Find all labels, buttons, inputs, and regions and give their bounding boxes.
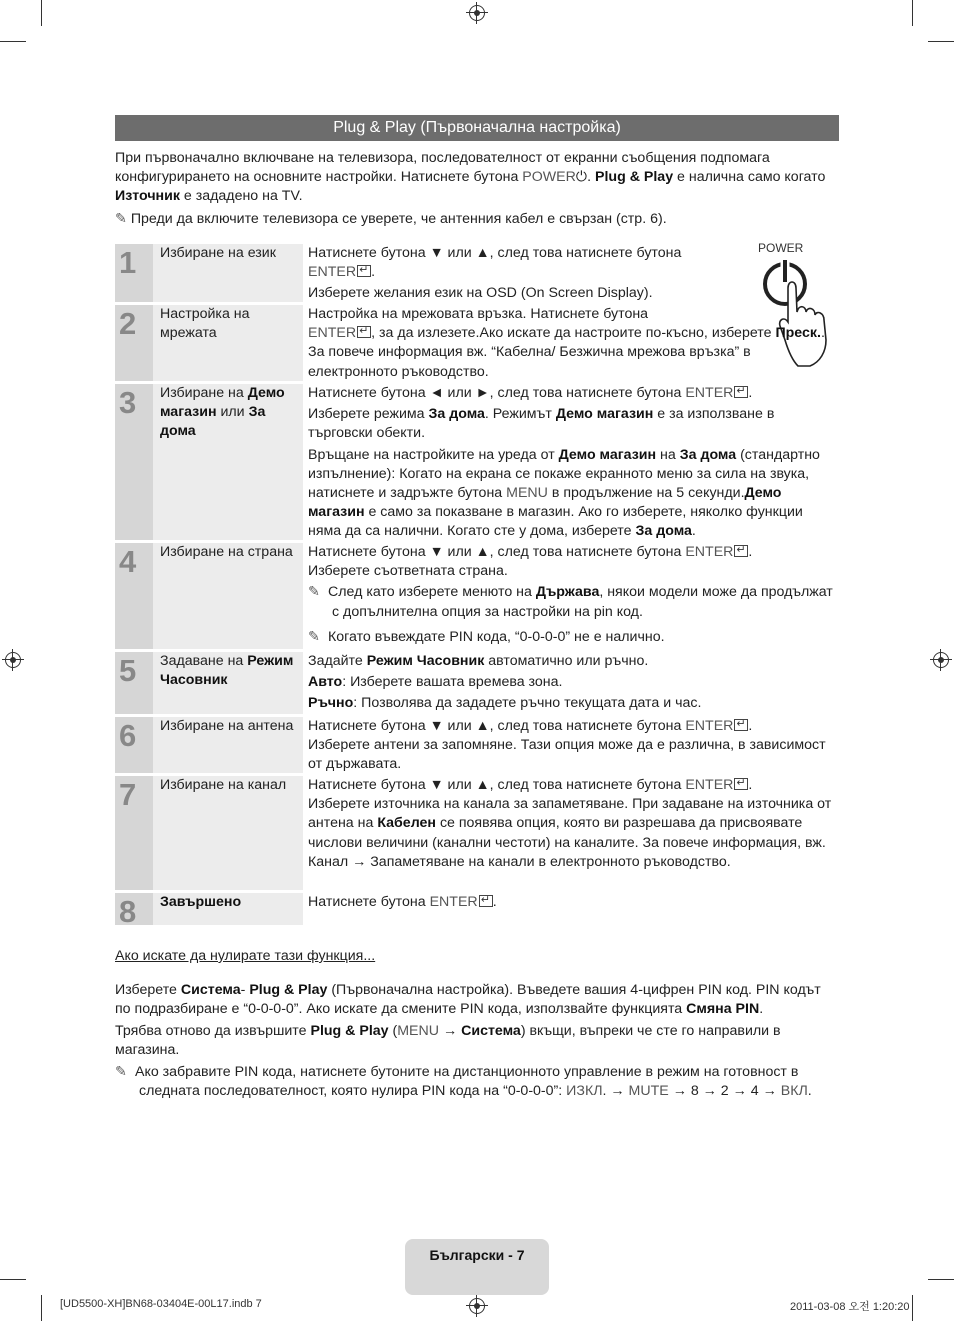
step-description: Натиснете бутона ▼ или ▲, след това натиснете бутона ENTER↵ . Изберете желания език на OSD (On Screen Display). — [303, 244, 839, 302]
step-number: 8 — [115, 893, 153, 925]
step-name: Избиране на антена — [153, 717, 303, 773]
intro-text: При първоначално включване на телевизора, последователност от екранни съобщения подпомага конфигурирането на основните настройки. Натиснете бутона POWER⏻. Plug & Play е налична само когато Източник е зададено на TV. ✎ Преди да включите телевизора се уверете, че антенния кабел е свързан (стр. 6). — [115, 150, 826, 227]
step-name: Избиране на език — [153, 244, 303, 302]
step-description: Настройка на мрежовата връзка. Натиснете бутона ENTER↵ , за да излезете.Ако искате да настроите по-късно, изберете Преск.. За повече информация вж. “Кабелна/ Безжична мрежова връзка” в електронното ръководство. — [303, 305, 839, 381]
enter-icon — [734, 386, 748, 398]
pencil-note-icon: ✎ — [308, 628, 320, 645]
step-row — [115, 543, 839, 649]
step-description: Натиснете бутона ◄ или ►, след това натиснете бутона ENTER↵ . Изберете режима За дома. Режимът Демо магазин е за използване в търговски обекти. Връщане на настройките на уреда от Демо магазин на За дома (стандартно изпълнение): Когато на екрана се покаже екранното меню за сила на звука, натиснете и задръжте бутона MENU в продължение на 5 секунди.Демо магазин е само за показване в магазин. Ако го изберете, няколко функции няма да са налични. Когато сте у дома, изберете За дома. — [303, 384, 839, 540]
step-name: Задаване на Режим Часовник — [153, 652, 303, 714]
step-name: Избиране на Демо магазин или За дома — [153, 384, 303, 540]
step-description: Натиснете бутона ▼ или ▲, след това натиснете бутона ENTER↵ . Изберете антени за запомняне. Тази опция може да е различна, в зависимост от държавата. — [303, 717, 839, 773]
step-description: Натиснете бутона ▼ или ▲, след това натиснете бутона ENTER↵ . Изберете съответната страна. ✎ След като изберете менюто на Държава, някои модели може да продължат с допълнителна опция за настройки на pin код. ✎ Когато въвеждате PIN кода, “0-0-0-0” не е налично. — [303, 543, 839, 649]
pencil-note-icon: ✎ — [115, 211, 127, 227]
section-title: Plug & Play (Първоначална настройка) — [115, 115, 839, 141]
step-name: Избиране на канал — [153, 776, 303, 890]
step-number: 3 — [115, 384, 153, 540]
step-name: Избиране на страна — [153, 543, 303, 649]
footer-date: 2011-03-08 오전 1:20:20 — [790, 1301, 910, 1313]
crop-mark — [0, 41, 26, 42]
step-row — [115, 776, 839, 890]
power-label: POWER — [758, 241, 804, 255]
enter-icon — [479, 895, 493, 907]
crop-mark — [41, 0, 42, 26]
registration-mark-icon — [469, 1298, 485, 1314]
registration-mark-icon — [933, 652, 949, 668]
crop-mark — [0, 1279, 26, 1280]
enter-icon — [734, 778, 748, 790]
step-description: Натиснете бутона ▼ или ▲, след това натиснете бутона ENTER↵ . Изберете източника на канала за запаметяване. При задаване на източника от антена на Кабелен се появява опция, която ви разрешава да присвоявате числови величини (канални честоти) на каналите. За повече информация, вж. Канал → Запаметяване на канали в електронното ръководство. — [303, 776, 839, 890]
crop-mark — [912, 1295, 913, 1321]
step-number: 2 — [115, 305, 153, 381]
step-row — [115, 652, 839, 714]
enter-icon — [357, 265, 371, 277]
steps-table — [115, 244, 839, 928]
step-number: 7 — [115, 776, 153, 890]
step-name: Настройка на мрежата — [153, 305, 303, 381]
crop-mark — [41, 1295, 42, 1321]
reset-heading: Ако искате да нулирате тази функция... — [115, 948, 376, 964]
page-number: Български - 7 — [405, 1239, 549, 1295]
step-number: 6 — [115, 717, 153, 773]
enter-icon — [357, 326, 371, 338]
step-row — [115, 384, 839, 540]
reset-section: Ако искате да нулирате тази функция... Изберете Система- Plug & Play (Първоначална настройка). Въведете вашия 4-цифрен PIN код. PIN кодът по подразбиране е “0-0-0-0”. Ако искате да смените PIN кода, използвайте функцията Смяна PIN. Трябва отново да извършите Plug & Play (MENU → Система) вкъщи, въпреки че сте го направили в магазина. ✎ Ако забравите PIN кода, натиснете бутоните на дистанционното управление в режим на готовност в следната последователност, която нулира PIN кода на “0-0-0-0”: ИЗКЛ. → MUTE → 8 → 2 → 4 → ВКЛ. — [115, 947, 839, 1104]
step-name: Завършено — [153, 893, 303, 925]
step-description: Задайте Режим Часовник автоматично или ръчно. Авто: Изберете вашата времева зона. Ръчно: Позволява да зададете ръчно текущата дата и час. — [308, 653, 702, 712]
crop-mark — [928, 41, 954, 42]
step-description: Натиснете бутона ENTER↵ . — [303, 893, 839, 925]
crop-mark — [912, 0, 913, 26]
step-row — [115, 717, 839, 773]
registration-mark-icon — [469, 5, 485, 21]
enter-icon — [734, 545, 748, 557]
step-number: 5 — [115, 652, 153, 714]
step-number: 4 — [115, 543, 153, 649]
enter-icon — [734, 719, 748, 731]
step-row — [115, 305, 839, 381]
power-icon: ⏻ — [575, 169, 588, 185]
footer-file-info: [UD5500-XH]BN68-03404E-00L17.indb 7 — [60, 1298, 262, 1310]
pencil-note-icon: ✎ — [115, 1064, 127, 1080]
pencil-note-icon: ✎ — [308, 584, 320, 601]
crop-mark — [928, 1279, 954, 1280]
registration-mark-icon — [5, 652, 21, 668]
step-number: 1 — [115, 244, 153, 302]
step-row — [115, 244, 839, 302]
step-row — [115, 893, 839, 929]
